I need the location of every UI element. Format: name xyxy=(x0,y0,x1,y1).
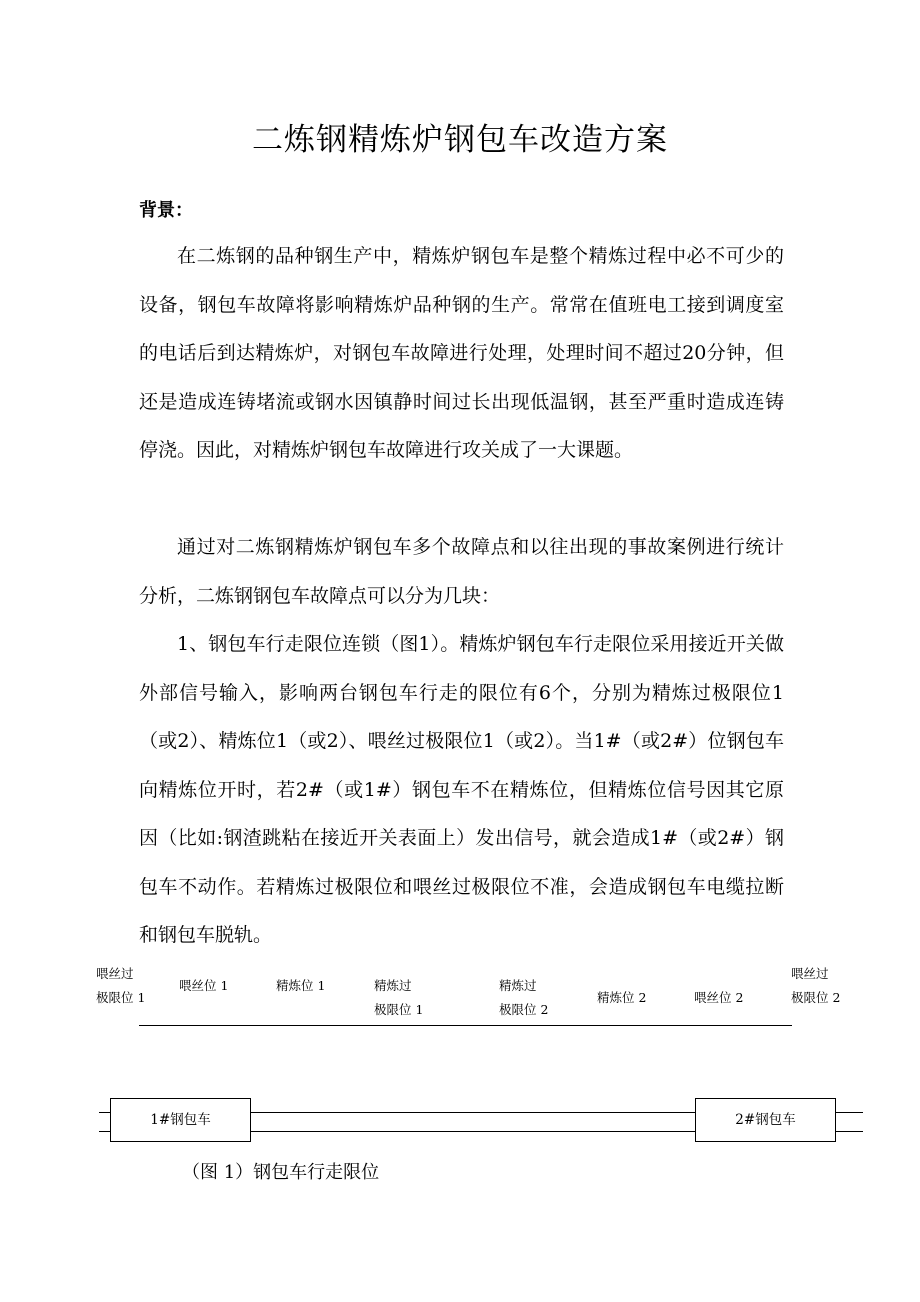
paragraph-background: 在二炼钢的品种钢生产中，精炼炉钢包车是整个精炼过程中必不可少的设备，钢包车故障将影响精炼炉品种钢的生产。常常在值班电工接到调度室的电话后到达精炼炉，对钢包车故障进行处理，处理时间不超过20分钟，但还是造成连铸堵流或钢水因镇静时间过长出现低温钢，甚至严重时造成连铸停浇。因此，对精炼炉钢包车故障进行攻关成了一大课题。 xyxy=(139,245,784,461)
ladle-car-2: 2#钢包车 xyxy=(695,1098,836,1142)
label-refine-overlimit-2: 精炼过 极限位 2 xyxy=(499,978,549,1017)
label-feed-overlimit-2: 喂丝过 极限位 2 xyxy=(791,966,841,1005)
label-refine-position-1: 精炼位 1 xyxy=(276,978,326,993)
label-refine-position-2: 精炼位 2 xyxy=(597,990,647,1005)
label-refine-overlimit-1: 精炼过 极限位 1 xyxy=(374,978,424,1017)
figure-caption: （图 1）钢包车行走限位 xyxy=(182,1162,380,1183)
paragraph-limit-interlock: 1、钢包车行走限位连锁（图1）。精炼炉钢包车行走限位采用接近开关做外部信号输入，影响两台钢包车行走的限位有6个，分别为精炼过极限位1（或2）、精炼位1（或2）、喂丝过极限位1（或2）。当1#（或2#）位钢包车向精炼位开时，若2#（或1#）钢包车不在精炼位，但精炼位信号因其它原因（比如:钢渣跳粘在接近开关表面上）发出信号，就会造成1#（或2#）钢包车不动作。若精炼过极限位和喂丝过极限位不准，会造成钢包车电缆拉断和钢包车脱轨。 xyxy=(139,633,784,946)
section-heading-background: 背景： xyxy=(139,200,193,221)
document-title: 二炼钢精炼炉钢包车改造方案 xyxy=(252,122,668,158)
label-feed-overlimit-1: 喂丝过 极限位 1 xyxy=(96,966,146,1005)
limit-switch-line xyxy=(139,1025,792,1026)
ladle-car-1: 1#钢包车 xyxy=(110,1098,251,1142)
label-feed-position-1: 喂丝位 1 xyxy=(179,978,229,993)
paragraph-analysis: 通过对二炼钢精炼炉钢包车多个故障点和以往出现的事故案例进行统计分析，二炼钢钢包车故障点可以分为几块： xyxy=(139,536,784,607)
label-feed-position-2: 喂丝位 2 xyxy=(694,990,744,1005)
